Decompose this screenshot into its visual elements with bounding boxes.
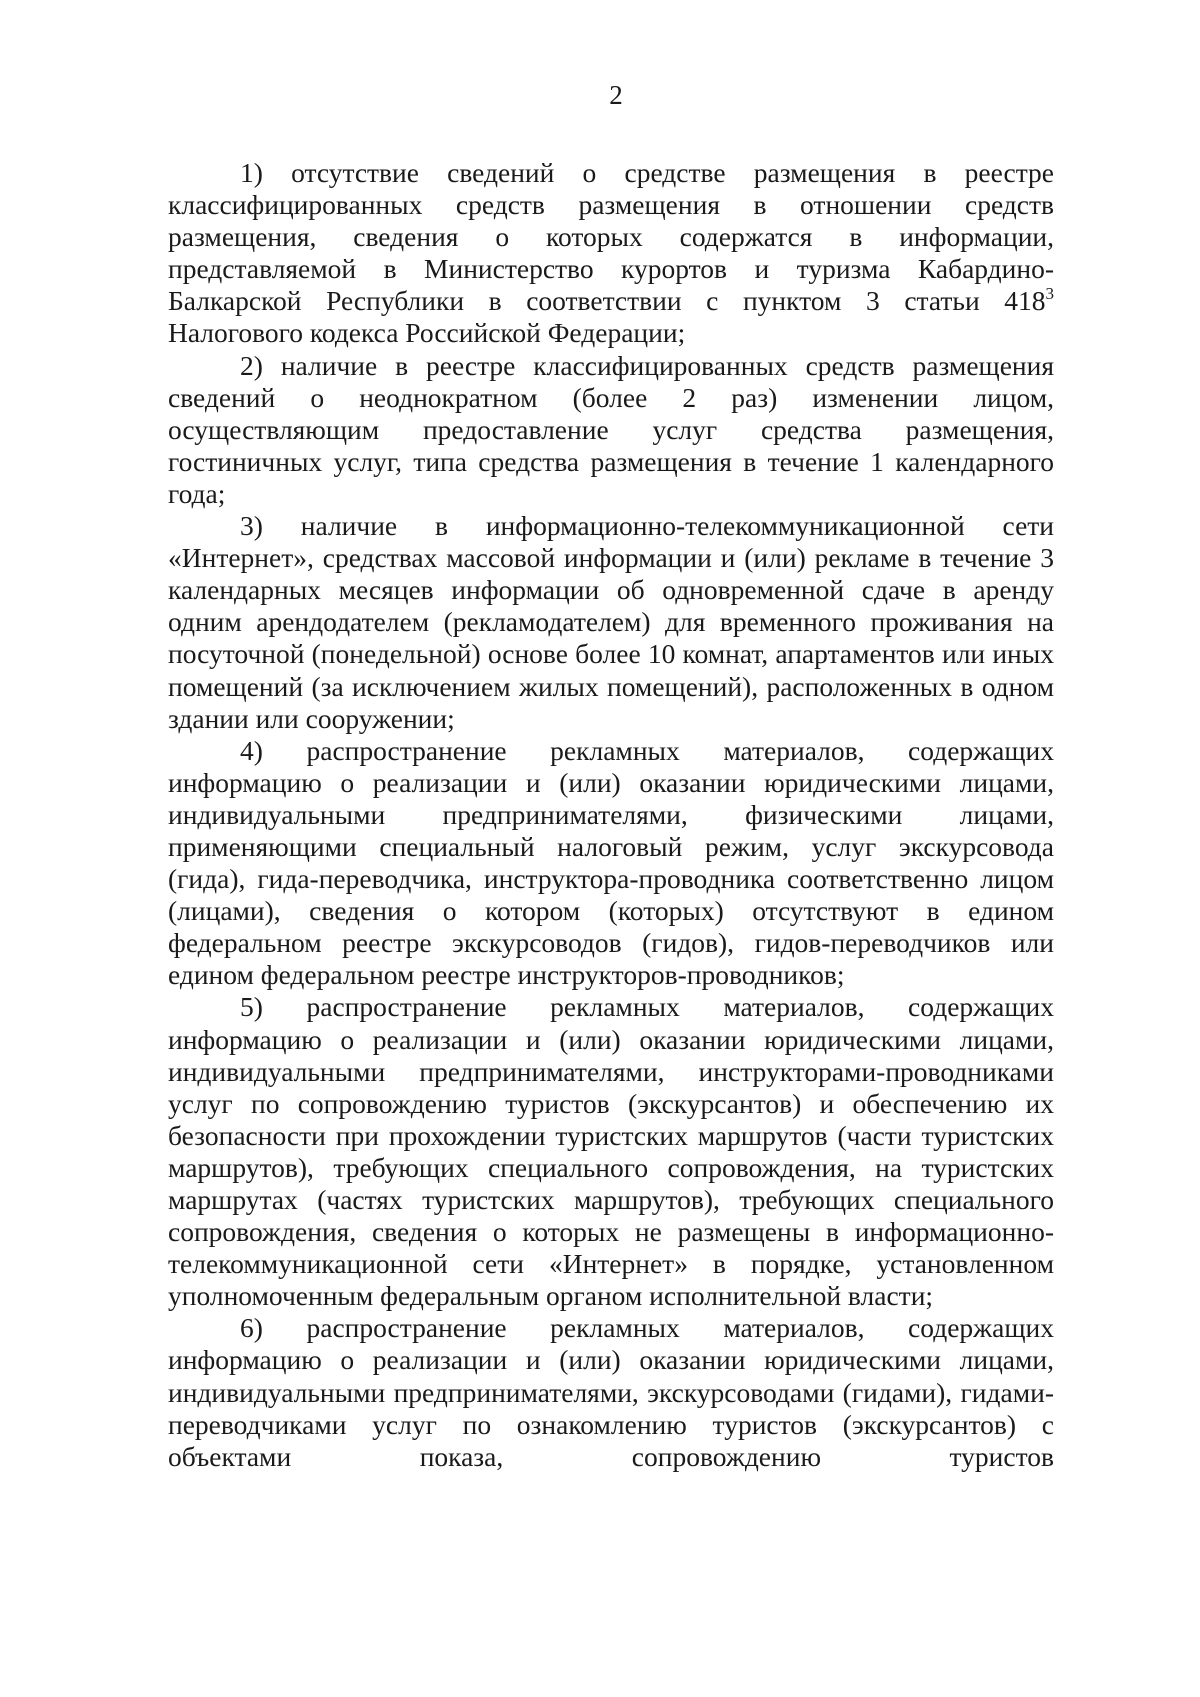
item-text: распространение рекламных материалов, содержащих информацию о реализации и (или) оказании юридическими лицами, индивидуальными предпринимателями, экскурсоводами (гидами), гидами-переводчиками услуг по ознакомлению туристов (экскурсантов) с объектами показа, сопровождению туристов xyxy=(168,1312,1055,1472)
item-marker: 4) xyxy=(240,734,263,766)
document-body xyxy=(168,157,1054,1473)
list-item-6 xyxy=(168,1312,1054,1472)
item-marker: 3) xyxy=(240,510,263,542)
page-number: 2 xyxy=(609,80,623,110)
list-item-3 xyxy=(168,510,1054,735)
item-text: отсутствие сведений о средстве размещения в реестре классифицированных средств размещения в отношении средств размещения, сведения о которых содержатся в информации, представляемой в Министерство курортов и туризма Кабардино-Балкарской Республики в соответствии с пунктом 3 статьи xyxy=(168,157,1054,317)
item-marker: 2) xyxy=(240,349,263,381)
item-text: распространение рекламных материалов, содержащих информацию о реализации и (или) оказании юридическими лицами, индивидуальными предпринимателями, физическими лицами, применяющими специальный налоговый режим, услуг экскурсовода (гида), гида-переводчика, инструктора-проводника соответственно лицом (лицами), сведения о котором (которых) отсутствуют в едином федеральном реестре экскурсоводов (гидов), гидов-переводчиков или едином федеральном реестре инструкторов-проводников; xyxy=(168,734,1055,991)
article-reference xyxy=(1004,285,1054,316)
list-item-1 xyxy=(168,157,1054,350)
item-marker: 1) xyxy=(240,157,263,188)
item-marker: 5) xyxy=(240,991,263,1023)
article-superscript: 3 xyxy=(1045,284,1054,304)
item-text-continued: Налогового кодекса Российской Федерации; xyxy=(168,317,686,349)
list-item-5 xyxy=(168,991,1054,1312)
article-number: 418 xyxy=(1004,285,1046,317)
item-text: наличие в реестре классифицированных средств размещения сведений о неоднократном (более 2 раз) изменении лицом, осуществляющим предоставление услуг средства размещения, гостиничных услуг, типа средства размещения в течение 1 календарного года; xyxy=(168,349,1054,509)
item-marker: 6) xyxy=(240,1312,263,1344)
item-text: распространение рекламных материалов, содержащих информацию о реализации и (или) оказании юридическими лицами, индивидуальными предпринимателями, инструкторами-проводниками услуг по сопровождению туристов (экскурсантов) и обеспечению их безопасности при прохождении туристских маршрутов (части туристских маршрутов), требующих специального сопровождения, на туристских маршрутах (частях туристских маршрутов), требующих специального сопровождения, сведения о которых не размещены в информационно-телекоммуникационной сети «Интернет» в порядке, установленном уполномоченным федеральным органом исполнительной власти; xyxy=(168,991,1055,1312)
list-item-4 xyxy=(168,735,1054,992)
item-text: наличие в информационно-телекоммуникационной сети «Интернет», средствах массовой информации и (или) рекламе в течение 3 календарных месяцев информации об одновременной сдаче в аренду одним арендодателем (рекламодателем) для временного проживания на посуточной (понедельной) основе более 10 комнат, апартаментов или иных помещений (за исключением жилых помещений), расположенных в одном здании или сооружении; xyxy=(168,510,1055,734)
list-item-2 xyxy=(168,350,1054,510)
